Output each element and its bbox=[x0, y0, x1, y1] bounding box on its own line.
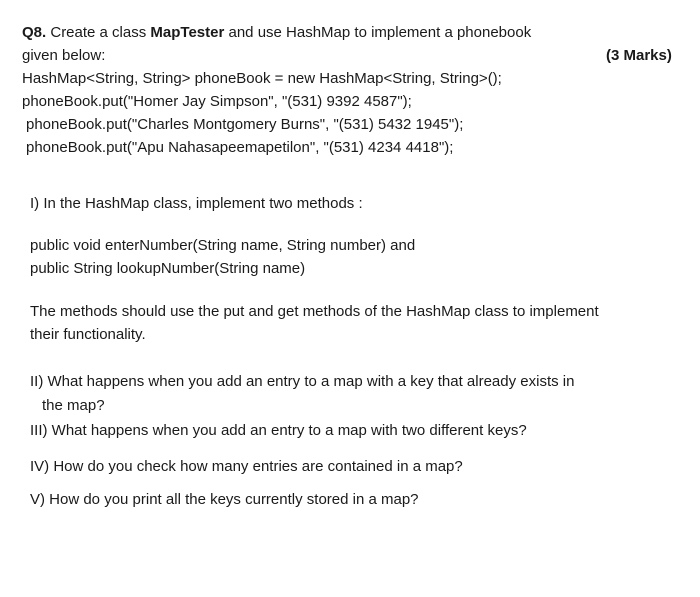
code-line-3: phoneBook.put("Charles Montgomery Burns", "(531) 5432 1945"); bbox=[26, 116, 464, 133]
question-intro-part2: and use HashMap to implement a phonebook bbox=[224, 24, 532, 41]
code-line-4: phoneBook.put("Apu Nahasapeemapetilon", "(531) 4234 4418"); bbox=[26, 139, 454, 156]
part-i-method2: public String lookupNumber(String name) bbox=[30, 260, 306, 277]
code-line-2: phoneBook.put("Homer Jay Simpson", "(531) 9392 4587"); bbox=[22, 93, 412, 110]
part-ii-line2: the map? bbox=[42, 397, 105, 414]
code-line-1: HashMap<String, String> phoneBook = new HashMap<String, String>(); bbox=[22, 70, 502, 87]
part-i-desc-line2: their functionality. bbox=[30, 326, 146, 343]
part-i-heading: I) In the HashMap class, implement two methods : bbox=[30, 195, 363, 212]
part-ii-line1: II) What happens when you add an entry to a map with a key that already exists in bbox=[30, 373, 575, 390]
question-label: Q8. bbox=[22, 24, 47, 41]
part-i-desc-line1: The methods should use the put and get methods of the HashMap class to implement bbox=[30, 303, 599, 320]
question-intro-line2: given below: bbox=[22, 47, 106, 64]
marks-label: (3 Marks) bbox=[606, 47, 672, 64]
question-intro-line bbox=[22, 23, 531, 43]
part-i-method1: public void enterNumber(String name, String number) and bbox=[30, 237, 416, 254]
question-intro-part1: Create a class bbox=[46, 24, 151, 41]
part-iii-text: III) What happens when you add an entry to a map with two different keys? bbox=[30, 422, 527, 439]
class-name: MapTester bbox=[150, 24, 225, 41]
part-iv-text: IV) How do you check how many entries are contained in a map? bbox=[30, 458, 463, 475]
part-v-text: V) How do you print all the keys currently stored in a map? bbox=[30, 491, 419, 508]
